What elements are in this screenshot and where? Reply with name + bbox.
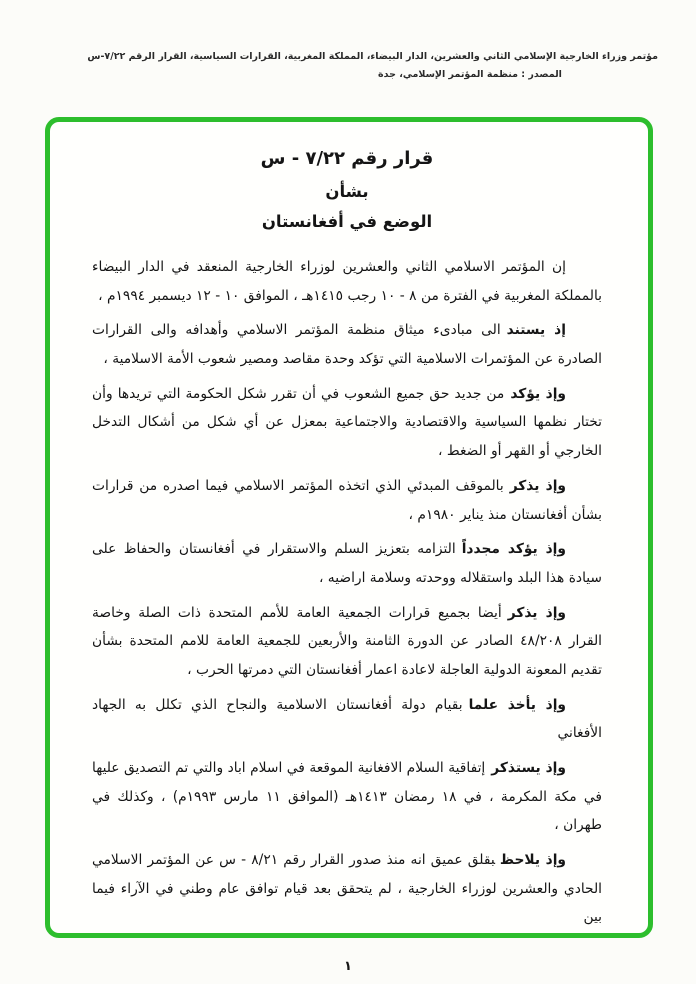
paragraph-lead: وإذ يؤكد (510, 385, 567, 402)
paragraph-text: من جديد حق جميع الشعوب في أن تقرر شكل الحكومة التي تريدها وأن تختار نظمها السياسية والاقتصادية والاجتماعية بمعزل عن أي شكل من أشكال التدخل الخارجي أو القهر أو الضغط ، (92, 385, 602, 460)
source-header (38, 48, 658, 84)
paragraph-preamble (92, 253, 602, 310)
subject-title: الوضع في أفغانستان (261, 212, 433, 231)
paragraph-text: بقيام دولة أفغانستان الاسلامية والنجاح الذي تكلل به الجهاد الأفغاني (92, 696, 602, 742)
paragraph-text: إتفاقية السلام الافغانية الموقعة في اسلام اباد والتي تم التصديق عليها في مكة المكرمة ، في ١٨ رمضان ١٤١٣هـ (الموافق ١١ مارس ١٩٩٣م) ، وكذلك في طهران ، (92, 760, 603, 834)
paragraph-text: إن المؤتمر الاسلامي الثاني والعشرين لوزراء الخارجية المنعقد في الدار البيضاء بالمملكة المغربية في الفترة من ٨ - ١٠ رجب ١٤١٥هـ ، الموافق ١٠ - ١٢ ديسمبر ١٩٩٤م ، (92, 259, 602, 304)
paragraph (92, 380, 602, 466)
subject-label: بشأن (325, 182, 369, 201)
resolution-number-title: قرار رقم ٧/٢٢ - س (260, 148, 434, 169)
paragraph (92, 599, 602, 685)
paragraph (92, 472, 602, 529)
paragraph-lead: وإذ يستذكر (491, 760, 566, 776)
source-citation-line: مؤتمر وزراء الخارجية الإسلامي الثاني والعشرين، الدار البيضاء، المملكة المغربية، القرارات السياسية، القرار الرقم ٧/٢٢-س (87, 51, 658, 62)
resolution-body (92, 253, 602, 932)
document-frame (45, 117, 653, 938)
paragraph-lead: إذ يستند (506, 322, 566, 339)
paragraph-text: الى مبادىء ميثاق منظمة المؤتمر الاسلامي وأهدافه والى القرارات الصادرة عن المؤتمرات الاسلامية التي تؤكد وحدة مقاصد ومصير شعوب الأمة الاسلامية ، (92, 322, 602, 368)
paragraph-lead: وإذ يذكر (509, 477, 566, 494)
paragraph (92, 535, 602, 592)
paragraph-text: التزامه بتعزيز السلم والاستقرار في أفغانستان والحفاظ على سيادة هذا البلد واستقلاله ووحدته وسلامة اراضيه ، (92, 541, 602, 586)
paragraph (92, 316, 602, 373)
paragraph-lead: وإذ يذكر (507, 604, 566, 621)
paragraph-text: أيضا بجميع قرارات الجمعية العامة للأمم المتحدة ذات الصلة وخاصة القرار ٤٨/٢٠٨ الصادر عن الدورة الثامنة والأربعين للجمعية العامة للامم المتحدة بشأن تقديم المعونة الدولية العاجلة لاعادة اعمار أفغانستان التي دمرتها الحرب ، (92, 604, 602, 678)
title-block (92, 148, 602, 231)
paragraph (92, 846, 602, 932)
paragraph-lead: وإذ يلاحظ (501, 852, 567, 869)
paragraph-lead: وإذ يأخذ علما (468, 696, 566, 713)
paragraph (92, 754, 602, 840)
paragraph (92, 691, 602, 748)
source-publisher-line: المصدر : منظمة المؤتمر الإسلامي، جدة (378, 69, 562, 81)
paragraph-text: بقلق عميق انه منذ صدور القرار رقم ٨/٢١ - س عن المؤتمر الاسلامي الحادي والعشرين لوزراء الخارجية ، لم يتحقق بعد قيام توافق عام وطني في الآراء فيما بين (92, 852, 602, 926)
paragraph-lead: وإذ يؤكد مجدداً (461, 541, 566, 558)
page-number: ١ (344, 959, 352, 974)
paragraph-text: بالموقف المبدئي الذي اتخذه المؤتمر الاسلامي فيما اصدره من قرارات بشأن أفغانستان منذ يناير ١٩٨٠م ، (92, 477, 602, 523)
